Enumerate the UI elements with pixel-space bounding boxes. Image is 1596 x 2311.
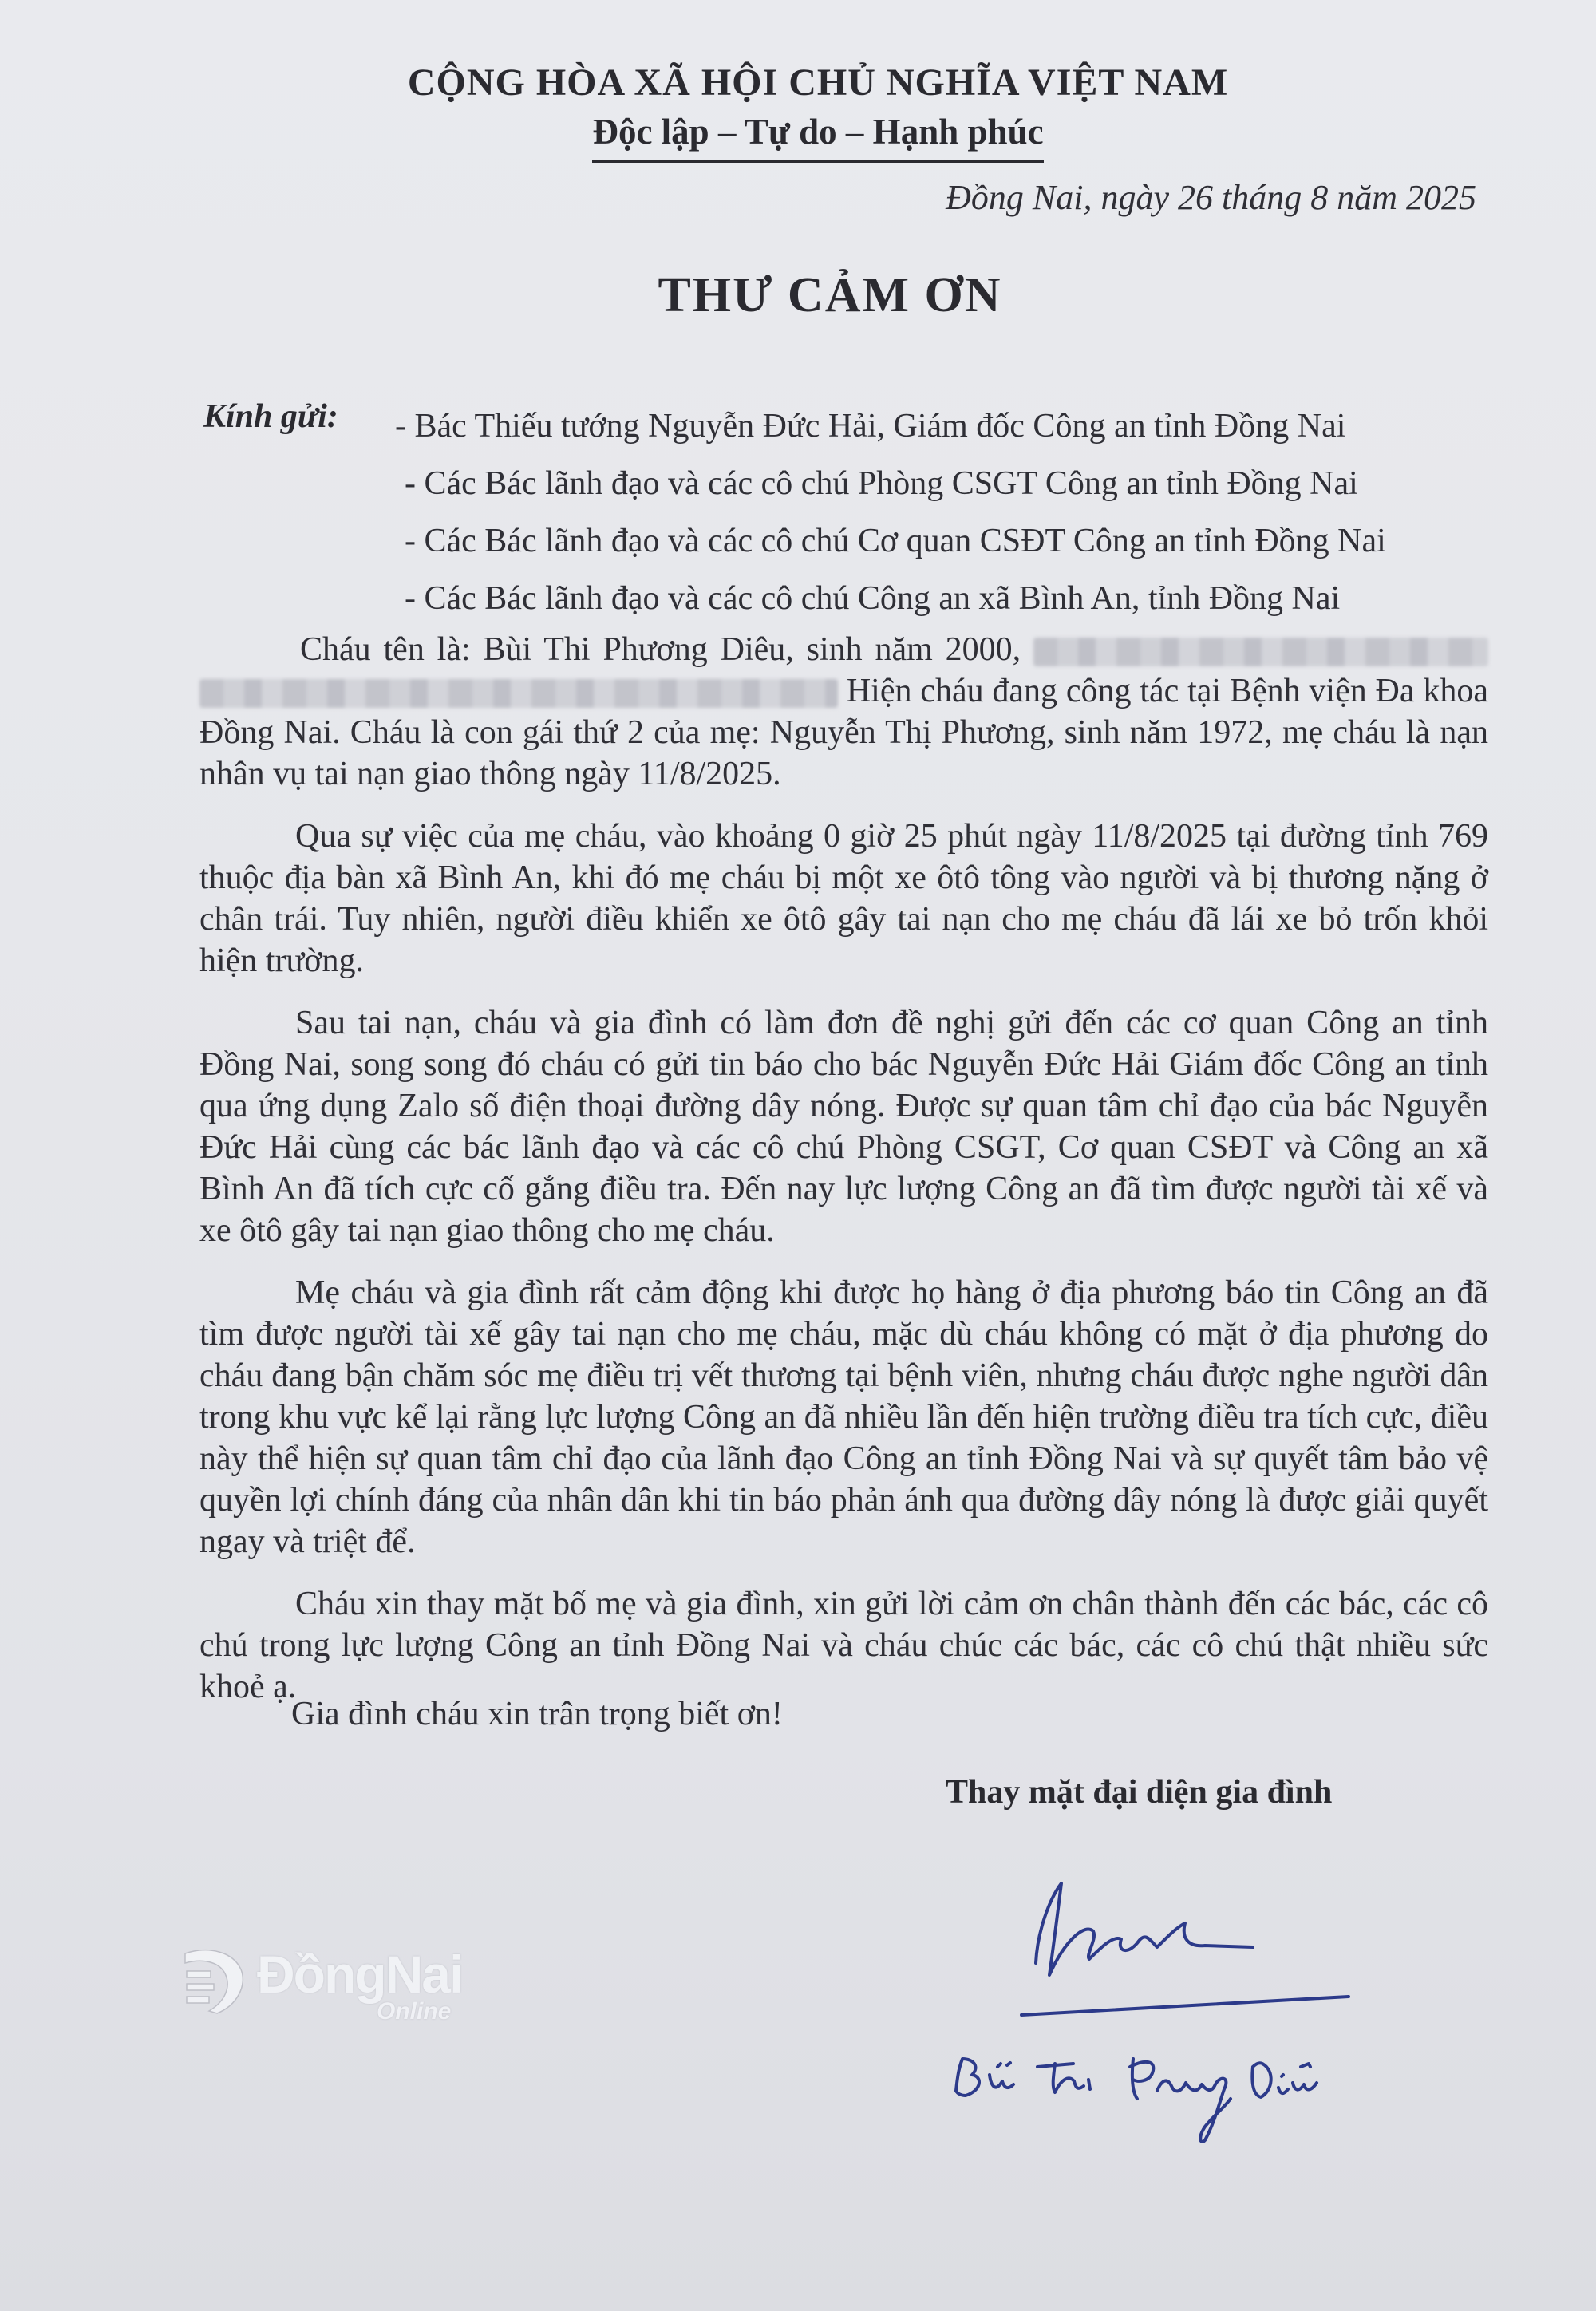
recipient-item: - Bác Thiếu tướng Nguyễn Đức Hải, Giám đốc Công an tỉnh Đồng Nai xyxy=(395,408,1346,444)
signatory-role: Thay mặt đại diện gia đình xyxy=(946,1774,1333,1811)
body-paragraph-2: Qua sự việc của mẹ cháu, vào khoảng 0 giờ 25 phút ngày 11/8/2025 tại đường tỉnh 769 thuộc địa bàn xã Bình An, khi đó mẹ cháu bị một xe ôtô tông vào người và bị thương nặng ở chân trái. Tuy nhiên, người điều khiển xe ôtô gây tai nạn cho mẹ cháu đã lái xe bỏ trốn khỏi hiện trường. xyxy=(200,818,1488,979)
closing-line: Gia đình cháu xin trân trọng biết ơn! xyxy=(291,1696,783,1732)
watermark-subtitle: Online xyxy=(377,1998,452,2025)
place-date: Đồng Nai, ngày 26 tháng 8 năm 2025 xyxy=(946,178,1476,217)
handwritten-signature xyxy=(918,1827,1436,2147)
paragraph-1-start: Cháu tên là: Bùi Thi Phương Diêu, sinh năm 2000, xyxy=(300,631,1021,668)
letter-body xyxy=(200,629,1488,1728)
body-paragraph-5: Cháu xin thay mặt bố mẹ và gia đình, xin gửi lời cảm ơn chân thành đến các bác, các cô chú trong lực lượng Công an tỉnh Đồng Nai và cháu chúc các bác, các cô chú thật nhiều sức khoẻ ạ. xyxy=(200,1586,1488,1705)
logo-mark-icon xyxy=(177,1938,257,2025)
recipient-item: - Các Bác lãnh đạo và các cô chú Phòng CSGT Công an tỉnh Đồng Nai xyxy=(405,465,1358,502)
recipient-list xyxy=(395,397,1386,627)
watermark-logo xyxy=(177,1938,480,2033)
body-paragraph-3: Sau tai nạn, cháu và gia đình có làm đơn đề nghị gửi đến các cơ quan Công an tỉnh Đồng Nai, song song đó cháu có gửi tin báo cho bác Nguyễn Đức Hải Giám đốc Công an tỉnh qua ứng dụng Zalo số điện thoại đường dây nóng. Được sự quan tâm chỉ đạo của bác Nguyễn Đức Hải cùng các bác lãnh đạo và các cô chú Phòng CSGT, Cơ quan CSĐT và Công an xã Bình An đã tích cực cố gắng điều tra. Đến nay lực lượng Công an đã tìm được người tài xế và xe ôtô gây tai nạn giao thông cho mẹ cháu. xyxy=(200,1005,1488,1249)
recipients-label: Kính gửi: xyxy=(203,398,338,435)
body-paragraph-4: Mẹ cháu và gia đình rất cảm động khi được họ hàng ở địa phương báo tin Công an đã tìm được người tài xế gây tai nạn cho mẹ cháu, mặc dù cháu không có mặt ở địa phương do cháu đang bận chăm sóc mẹ điều trị vết thương tại bệnh viên, nhưng cháu được nghe người dân trong khu vực kể lại rằng lực lượng Công an đã nhiều lần đến hiện trường điều tra tích cực, điều này thể hiện sự quan tâm chỉ đạo của lãnh đạo Công an tỉnh Đồng Nai và sự quyết tâm bảo vệ quyền lợi chính đáng của nhân dân khi tin báo phản ánh qua đường dây nóng là được giải quyết ngay và triệt để. xyxy=(200,1274,1488,1560)
body-paragraph-1 xyxy=(200,629,1488,795)
recipient-item: - Các Bác lãnh đạo và các cô chú Cơ quan CSĐT Công an tỉnh Đồng Nai xyxy=(405,523,1386,559)
redacted-text xyxy=(1033,638,1488,666)
recipient-item: - Các Bác lãnh đạo và các cô chú Công an xã Bình An, tỉnh Đồng Nai xyxy=(405,580,1341,617)
watermark-brand: ĐồngNai xyxy=(257,1945,463,2004)
redacted-text xyxy=(200,679,838,708)
letter-title: THƯ CẢM ƠN xyxy=(658,268,1002,322)
paragraph-1-end: Hiện cháu đang công tác tại Bệnh viện Đa khoa Đồng Nai. Cháu là con gái thứ 2 của mẹ: Nguyễn Thị Phương, sinh năm 1972, mẹ cháu là nạn nhân vụ tai nạn giao thông ngày 11/8/2025. xyxy=(200,673,1488,792)
letter-header xyxy=(0,61,1596,163)
national-motto: Độc lập – Tự do – Hạnh phúc xyxy=(592,111,1043,163)
national-title: CỘNG HÒA XÃ HỘI CHỦ NGHĨA VIỆT NAM xyxy=(407,61,1229,104)
motto-wrapper xyxy=(40,111,1596,163)
